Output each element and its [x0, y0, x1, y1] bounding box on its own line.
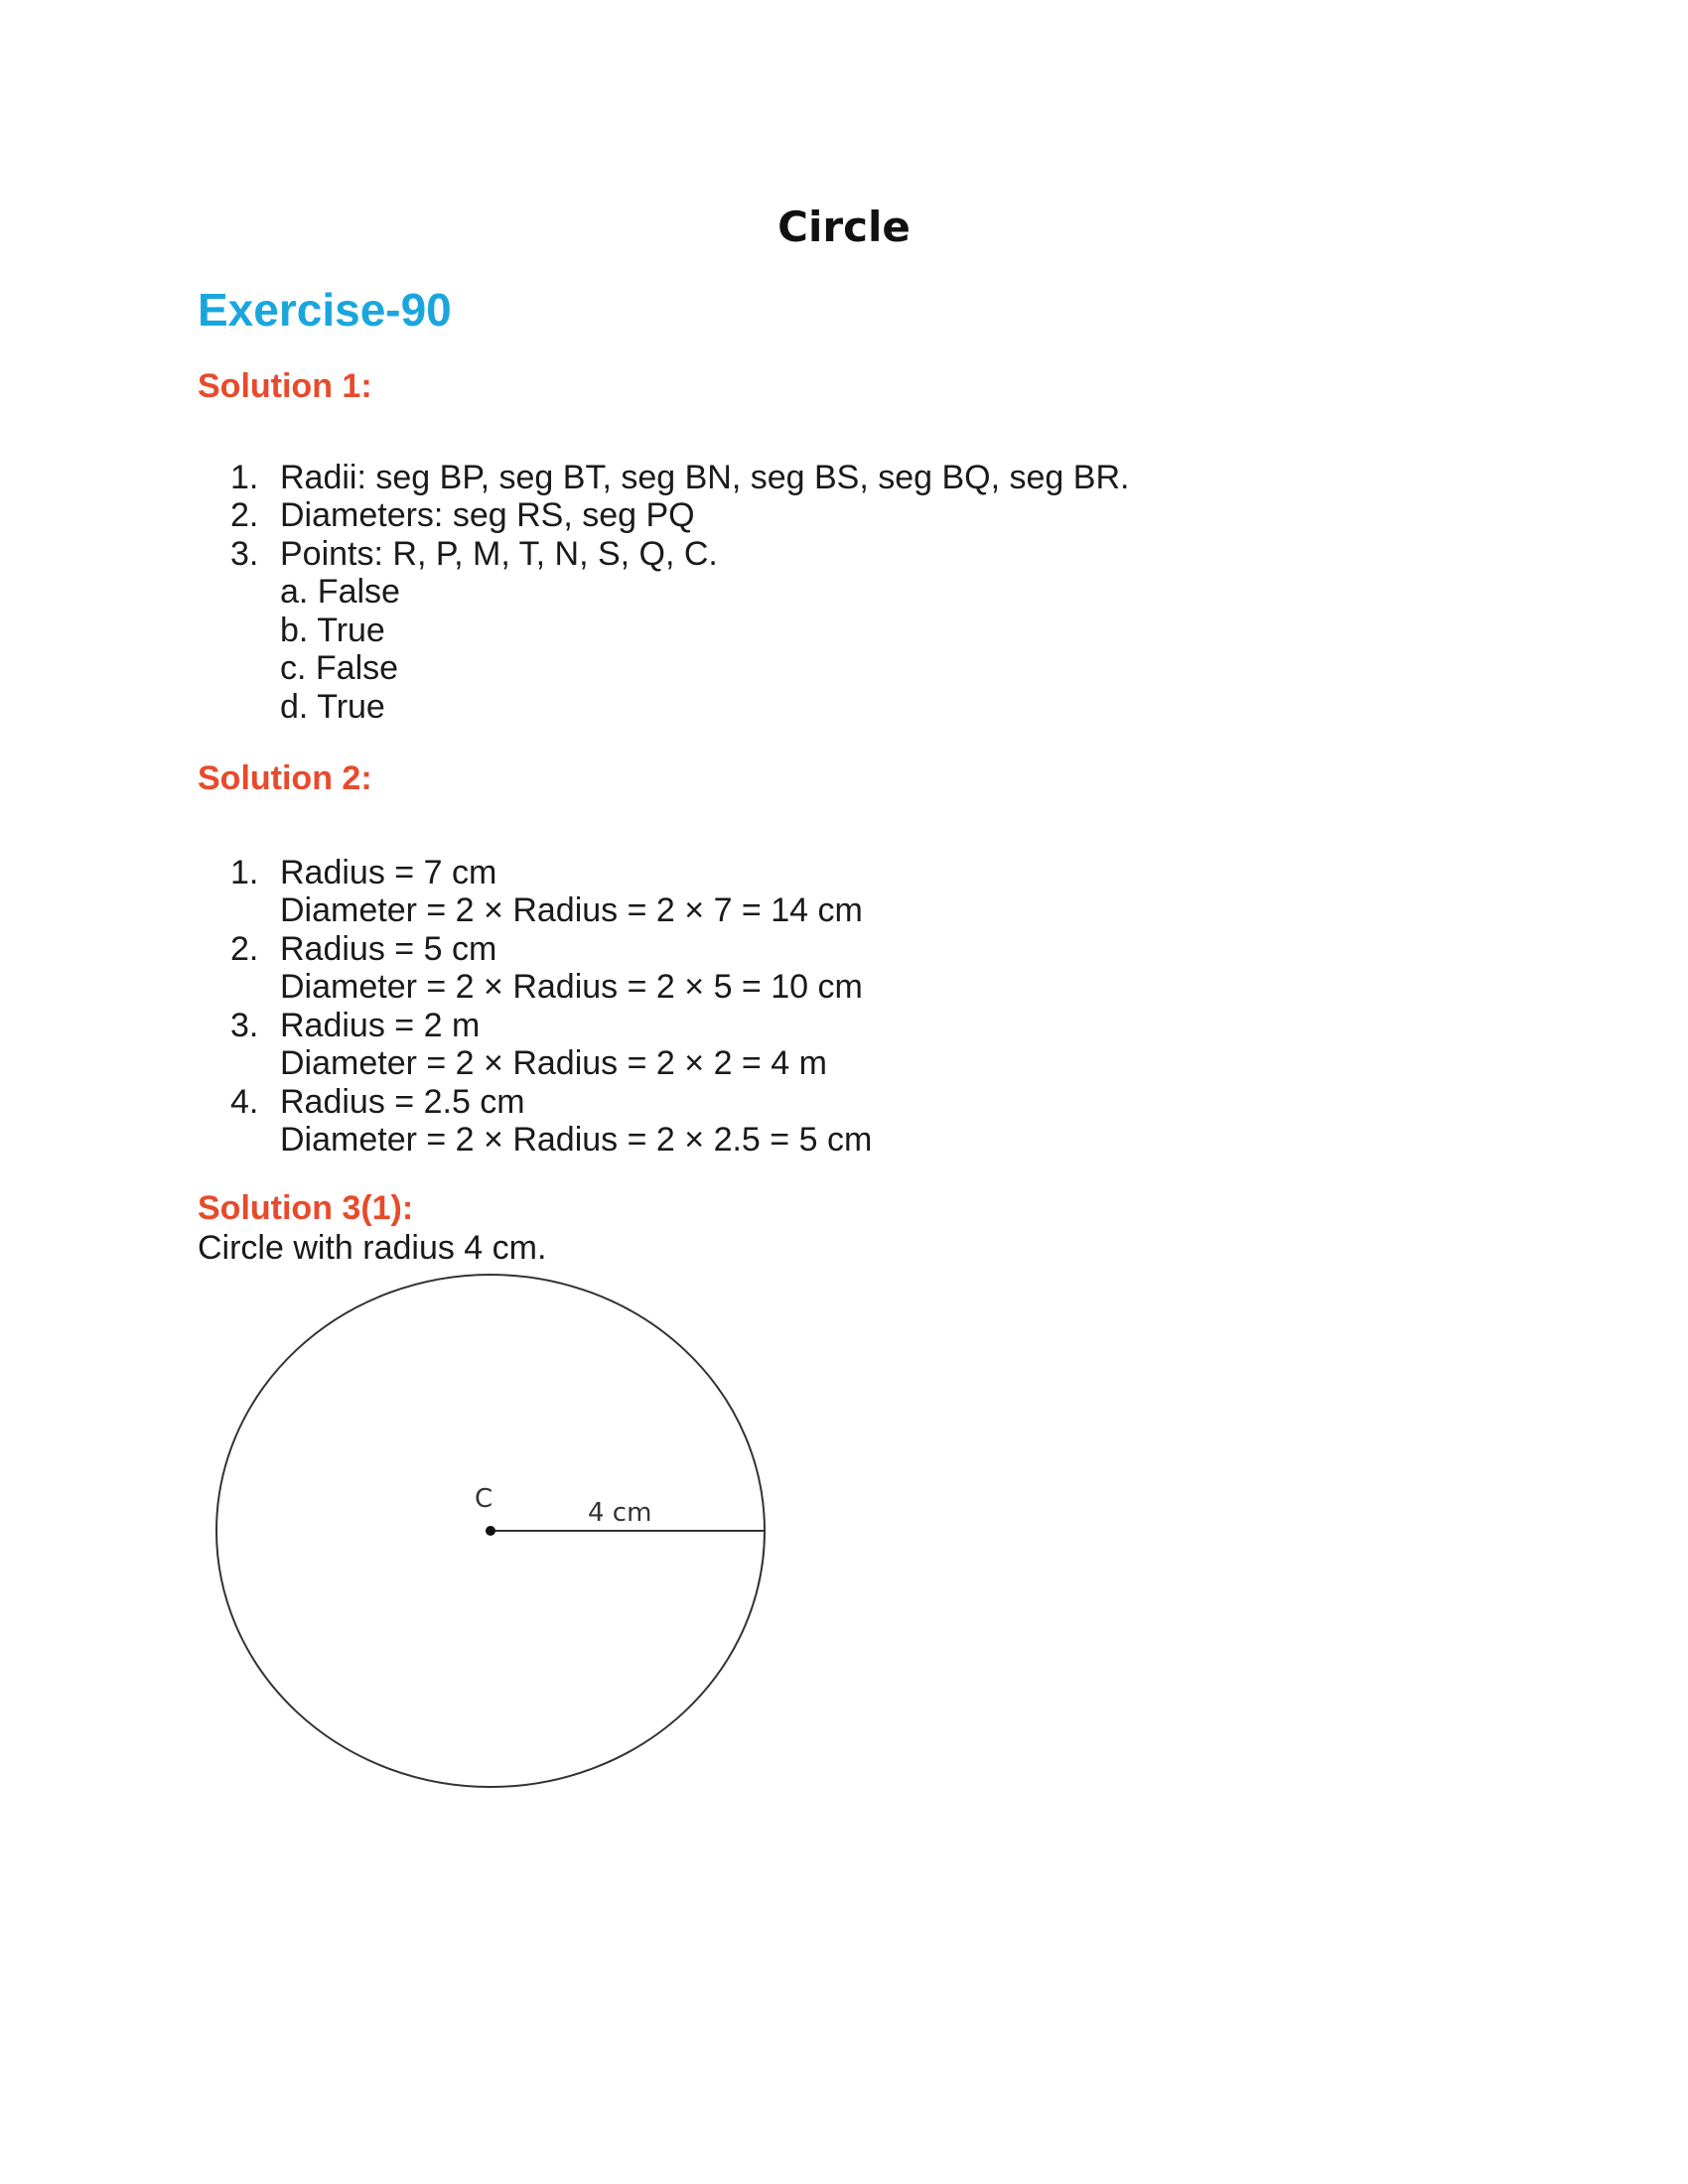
list-item: Points: R, P, M, T, N, S, Q, C. [280, 535, 718, 573]
radius-line: Radius = 7 cm [280, 854, 497, 891]
list-number: 3. [230, 1007, 259, 1044]
radius-line: Radius = 2 m [280, 1007, 481, 1044]
page-title: Circle [777, 203, 911, 251]
list-item: Radii: seg BP, seg BT, seg BN, seg BS, seg BQ, seg BR. [280, 459, 1130, 496]
sub-list-item: d. True [280, 688, 385, 726]
solution-1-heading: Solution 1: [198, 367, 372, 405]
diameter-line: Diameter = 2 × Radius = 2 × 7 = 14 cm [280, 891, 863, 929]
radius-line: Radius = 5 cm [280, 930, 497, 968]
sub-list-item: b. True [280, 612, 385, 649]
center-label: C [475, 1484, 493, 1514]
solution-2-heading: Solution 2: [198, 759, 372, 797]
radius-label: 4 cm [588, 1498, 652, 1528]
diameter-line: Diameter = 2 × Radius = 2 × 2.5 = 5 cm [280, 1121, 873, 1159]
list-number: 2. [230, 930, 259, 968]
sub-list-item: a. False [280, 573, 400, 611]
sub-list-item: c. False [280, 649, 399, 687]
radius-line: Radius = 2.5 cm [280, 1083, 525, 1121]
diameter-line: Diameter = 2 × Radius = 2 × 2 = 4 m [280, 1044, 827, 1082]
list-number: 3. [230, 535, 259, 573]
figure-caption: Circle with radius 4 cm. [198, 1229, 547, 1267]
diameter-line: Diameter = 2 × Radius = 2 × 5 = 10 cm [280, 968, 863, 1006]
list-number: 1. [230, 854, 259, 891]
circle-diagram [199, 1271, 794, 1807]
list-number: 4. [230, 1083, 259, 1121]
list-number: 2. [230, 496, 259, 534]
list-number: 1. [230, 459, 259, 496]
exercise-heading: Exercise-90 [198, 284, 452, 336]
solution-3-heading: Solution 3(1): [198, 1189, 414, 1227]
center-point [486, 1526, 495, 1536]
circle-figure [199, 1271, 794, 1807]
list-item: Diameters: seg RS, seg PQ [280, 496, 695, 534]
